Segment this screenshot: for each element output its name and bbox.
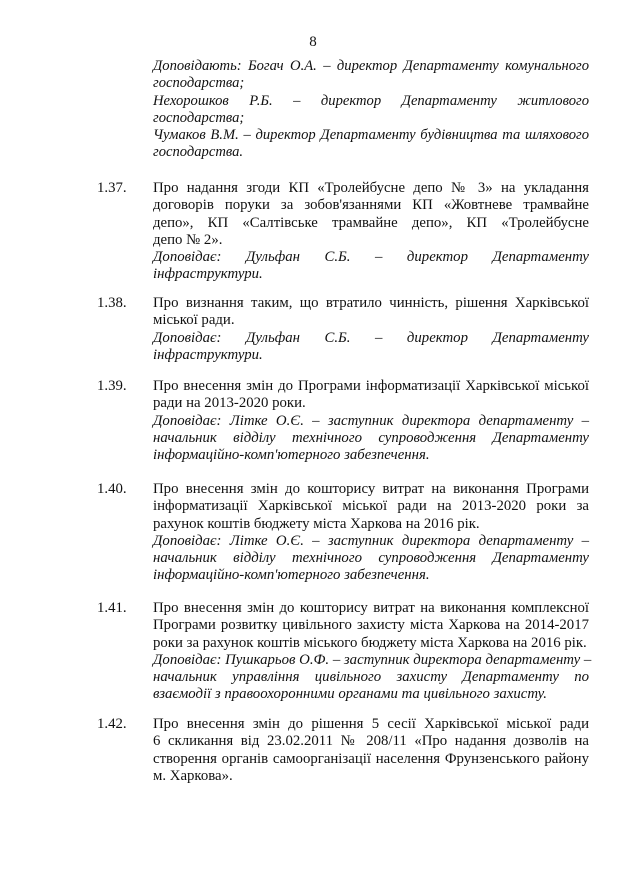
agenda-item-body xyxy=(153,481,589,585)
agenda-item-title-line: Про внесення змін до кошторису витрат на виконання Програми xyxy=(153,481,589,497)
agenda-item-speaker-line: Доповідає: Пушкарьов О.Ф. – заступник директора департаменту – xyxy=(153,651,592,668)
agenda-item-speaker-line: начальник управління цивільного захисту Департаменту по xyxy=(153,669,589,686)
speakers-continuation xyxy=(153,58,589,162)
agenda-item-body xyxy=(153,378,589,464)
agenda-item-speaker-line: Доповідає: Літке О.Є. – заступник директора департаменту – xyxy=(153,532,589,549)
agenda-item-title-line: міської ради. xyxy=(153,312,235,329)
agenda-item-title-line: Про визнання таким, що втратило чинність, рішення Харківської xyxy=(153,295,589,311)
agenda-item-speaker-line: начальник відділу технічного супроводження Департаменту xyxy=(153,429,589,446)
agenda-item-title-line: депо», КП «Салтівське трамвайне депо», КП «Тролейбусне xyxy=(153,214,589,231)
agenda-item-title-line: депо № 2». xyxy=(153,231,223,248)
agenda-item-title-line: Про внесення змін до Програми інформатизації Харківської міської xyxy=(153,378,589,394)
agenda-item-number: 1.40. xyxy=(97,481,127,497)
agenda-item-speaker-line: інформаційно-комп'ютерного забезпечення. xyxy=(153,567,430,584)
agenda-item-number: 1.37. xyxy=(97,180,127,196)
speaker-line: Доповідають: Богач О.А. – директор Департаменту комунального xyxy=(153,58,589,74)
agenda-item-speaker-line: інфраструктури. xyxy=(153,346,263,363)
agenda-item-body xyxy=(153,600,592,704)
agenda-item-title-line: Про надання згоди КП «Тролейбусне депо № 3» на укладання xyxy=(153,180,589,196)
agenda-item-speaker-line: взаємодії з правоохоронними органами та цивільного захисту. xyxy=(153,686,548,703)
agenda-item-title-line: м. Харкова». xyxy=(153,767,233,784)
agenda-item-speaker-line: Доповідає: Дульфан С.Б. – директор Департаменту xyxy=(153,329,589,346)
agenda-item-title-line: Програми розвитку цивільного захисту міста Харкова на 2014-2017 xyxy=(153,617,589,634)
agenda-item-speaker-line: інформаційно-комп'ютерного забезпечення. xyxy=(153,447,430,464)
agenda-item-title-line: 6 скликання від 23.02.2011 № 208/11 «Про надання дозволів на xyxy=(153,733,589,750)
agenda-item-number: 1.38. xyxy=(97,295,127,311)
agenda-item-speaker-line: Доповідає: Літке О.Є. – заступник директора департаменту – xyxy=(153,412,589,429)
agenda-item-title-line: рахунок коштів бюджету міста Харкова на 2016 рік. xyxy=(153,515,480,532)
agenda-item-number: 1.41. xyxy=(97,600,127,616)
agenda-item-speaker-line: начальник відділу технічного супроводження Департаменту xyxy=(153,550,589,567)
agenda-item-body xyxy=(153,180,589,284)
agenda-item-number: 1.39. xyxy=(97,378,127,394)
agenda-item-title-line: створення органів самоорганізації населення Фрунзенського району xyxy=(153,750,589,767)
agenda-item-title-line: ради на 2013-2020 роки. xyxy=(153,395,306,412)
agenda-item-number: 1.42. xyxy=(97,716,127,732)
agenda-item-title-line: договорів поруки за зобов'язаннями КП «Жовтневе трамвайне xyxy=(153,197,589,214)
agenda-item-body xyxy=(153,295,589,364)
speaker-line: господарства; xyxy=(153,75,245,92)
speaker-line: господарства. xyxy=(153,144,244,161)
agenda-item-speaker-line: Доповідає: Дульфан С.Б. – директор Департаменту xyxy=(153,249,589,266)
speaker-line: господарства; xyxy=(153,109,245,126)
page-number: 8 xyxy=(309,34,317,50)
agenda-item-body xyxy=(153,716,589,785)
agenda-item-title-line: роки за рахунок коштів міського бюджету міста Харкова на 2016 рік. xyxy=(153,634,587,651)
agenda-item-speaker-line: інфраструктури. xyxy=(153,266,263,283)
speaker-line: Чумаков В.М. – директор Департаменту будівництва та шляхового xyxy=(153,127,589,144)
agenda-item-title-line: Про внесення змін до кошторису витрат на виконання комплексної xyxy=(153,600,589,616)
agenda-item-title-line: інформатизації Харківської міської ради на 2013-2020 роки за xyxy=(153,498,589,515)
agenda-item-title-line: Про внесення змін до рішення 5 сесії Харківської міської ради xyxy=(153,716,589,732)
speaker-line: Нехорошков Р.Б. – директор Департаменту житлового xyxy=(153,92,589,109)
